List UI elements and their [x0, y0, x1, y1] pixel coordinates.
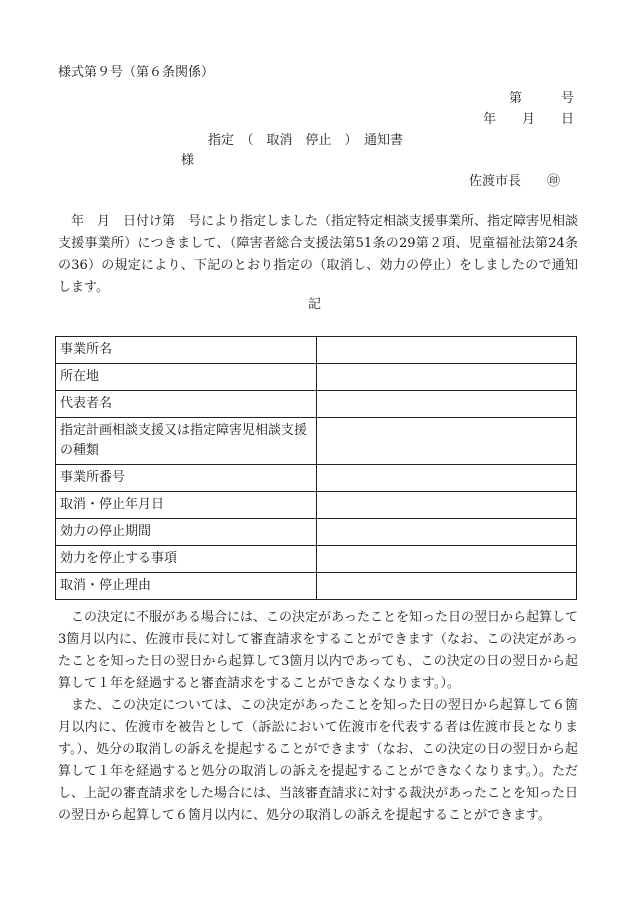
document-number: 第 号: [508, 91, 574, 106]
row-label: 所在地: [56, 364, 317, 391]
table-row: [56, 546, 577, 573]
row-label: 取消・停止理由: [56, 573, 317, 600]
row-value: [317, 573, 577, 600]
row-value: [317, 391, 577, 418]
row-value: [317, 337, 577, 364]
info-table: [55, 336, 577, 600]
row-label: 代表者名: [56, 391, 317, 418]
notice-paragraph: この決定に不服がある場合には、この決定があったことを知った日の翌日から起算して3箇月以内に、佐渡市長に対して審査請求をすることができます（なお、この決定があったことを知った日の翌日から起算して3箇月以内であっても、この決定の日の翌日から起算して１年を経過すると審査請求をすることができなくなります。）。: [58, 610, 578, 691]
table-row: [56, 337, 577, 364]
ki-heading: 記: [308, 297, 322, 312]
document-date: 年 月 日: [482, 112, 574, 127]
row-label: 事業所番号: [56, 465, 317, 492]
form-number: 様式第９号（第６条関係）: [58, 65, 215, 80]
intro-paragraph: [58, 211, 578, 299]
row-value: [317, 492, 577, 519]
row-label: 取消・停止年月日: [56, 492, 317, 519]
table-row: [56, 465, 577, 492]
table-row: [56, 391, 577, 418]
intro-text: 年 月 日付け第 号により指定しました（指定特定相談支援事業所、指定障害児相談支援事業所）につきまして、（障害者総合支援法第51条の29第２項、児童福祉法第24条の36）の規定により、下記のとおり指定の（取消し、効力の停止）をしましたので通知します。: [58, 214, 579, 295]
row-label: 効力を停止する事項: [56, 546, 317, 573]
addressee: 様: [181, 153, 195, 168]
table-row: [56, 364, 577, 391]
table-row: [56, 573, 577, 600]
notice-paragraph: また、この決定については、この決定があったことを知った日の翌日から起算して６箇月以内に、佐渡市を被告として（訴訟において佐渡市を代表する者は佐渡市長となります。）、処分の取消しの訴えを提起することができます（なお、この決定の日の翌日から起算して１年を経過すると処分の取消しの訴えを提起することができなくなります。）。ただし、上記の審査請求をした場合には、当該審査請求に対する裁決があったことを知った日の翌日から起算して６箇月以内に、処分の取消しの訴えを提起することができます。: [58, 698, 578, 823]
row-value: [317, 364, 577, 391]
row-label: 指定計画相談支援又は指定障害児相談支援の種類: [56, 418, 317, 465]
row-value: [317, 546, 577, 573]
row-value: [317, 465, 577, 492]
row-value: [317, 519, 577, 546]
row-label: 効力の停止期間: [56, 519, 317, 546]
table-row: [56, 519, 577, 546]
table-row: [56, 492, 577, 519]
issuer: 佐渡市長 ㊞: [468, 174, 560, 189]
document-title: 指定 （ 取消 停止 ） 通知書: [208, 133, 404, 148]
row-label: 事業所名: [56, 337, 317, 364]
row-value: [317, 418, 577, 465]
notice-section: [58, 607, 578, 827]
table-row: [56, 418, 577, 465]
